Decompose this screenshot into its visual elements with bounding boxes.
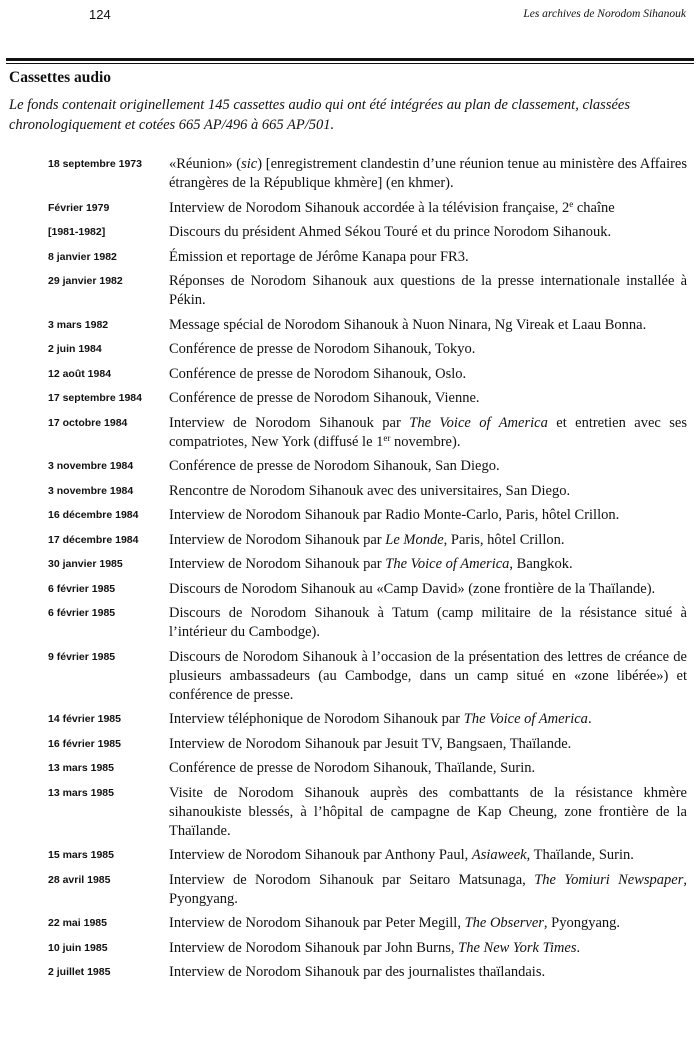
entry-row <box>0 784 700 847</box>
page-header <box>0 7 700 27</box>
entry-description: Émission et reportage de Jérôme Kanapa pour FR3. <box>169 248 469 265</box>
entry-date: 29 janvier 1982 <box>48 275 123 287</box>
entry-row <box>0 223 700 248</box>
entry-description: Interview de Norodom Sihanouk par Peter Megill, The Observer, Pyongyang. <box>169 915 621 931</box>
entry-row <box>0 248 700 273</box>
entry-list <box>0 155 700 988</box>
entry-row <box>0 155 700 199</box>
entry-row <box>0 506 700 531</box>
entry-description: Interview de Norodom Sihanouk accordée à la télévision française, 2e chaîne <box>169 198 615 216</box>
entry-description: Interview de Norodom Sihanouk par des journalistes thaïlandais. <box>169 964 546 980</box>
entry-description: Interview de Norodom Sihanouk par Anthony Paul, Asiaweek, Thaïlande, Surin. <box>169 847 634 863</box>
entry-date: [1981-1982] <box>48 226 106 238</box>
entry-date: 3 novembre 1984 <box>48 484 134 497</box>
entry-description: Interview de Norodom Sihanouk par John Burns, The New York Times. <box>169 939 581 956</box>
entry-date: 2 juin 1984 <box>48 343 102 355</box>
entry-row <box>0 846 700 871</box>
entry-date: 22 mai 1985 <box>48 917 107 929</box>
entry-description: Interview de Norodom Sihanouk par Jesuit TV, Bangsaen, Thaïlande. <box>169 735 572 752</box>
entry-row <box>0 759 700 784</box>
entry-description: Message spécial de Norodom Sihanouk à Nuon Ninara, Ng Vireak et Laau Bonna. <box>169 316 647 333</box>
entry-row <box>0 316 700 341</box>
entry-description: «Réunion» (sic) [enregistrement clandestin d’une réunion tenue au ministère des Affaires étrangères de la République khmère] (en khmer). <box>169 156 688 191</box>
entry-row <box>0 871 700 915</box>
entry-row <box>0 340 700 365</box>
entry-description: Interview de Norodom Sihanouk par Seitaro Matsunaga, The Yomiuri Newspaper, Pyongyang. <box>169 871 688 907</box>
entry-description: Conférence de presse de Norodom Sihanouk, San Diego. <box>169 458 500 474</box>
section-title: Cassettes audio <box>9 69 112 86</box>
entry-date: 17 septembre 1984 <box>48 392 142 404</box>
entry-row <box>0 389 700 414</box>
entry-date: 13 mars 1985 <box>48 786 114 799</box>
entry-description: Interview téléphonique de Norodom Sihanouk par The Voice of America. <box>169 711 592 727</box>
entry-description: Conférence de presse de Norodom Sihanouk, Vienne. <box>169 390 480 406</box>
header-rule-thin <box>6 63 694 64</box>
running-title: Les archives de Norodom Sihanouk <box>523 8 686 20</box>
entry-description: Interview de Norodom Sihanouk par The Voice of America et entretien avec ses compatriotes, New York (diffusé le 1er novembre). <box>169 414 687 450</box>
entry-date: 12 août 1984 <box>48 367 112 380</box>
entry-date: 6 février 1985 <box>48 607 116 619</box>
entry-date: 10 juin 1985 <box>48 941 108 954</box>
entry-description: Réponses de Norodom Sihanouk aux questions de la presse internationale installée à Pékin. <box>169 273 687 308</box>
entry-row <box>0 457 700 482</box>
entry-date: 28 avril 1985 <box>48 873 111 886</box>
entry-description: Conférence de presse de Norodom Sihanouk, Thaïlande, Surin. <box>169 760 536 776</box>
entry-date: 13 mars 1985 <box>48 762 114 774</box>
entry-row <box>0 199 700 224</box>
entry-date: Février 1979 <box>48 201 110 214</box>
entry-date: 3 novembre 1984 <box>48 460 134 472</box>
entry-description: Visite de Norodom Sihanouk auprès des combattants de la résistance khmère sihanoukiste blessés, à l’hôpital de campagne de Kap Cheung, zone frontière de la Thaïlande. <box>169 784 687 839</box>
entry-row <box>0 482 700 507</box>
entry-description: Interview de Norodom Sihanouk par Le Monde, Paris, hôtel Crillon. <box>169 531 565 548</box>
entry-date: 17 octobre 1984 <box>48 416 128 429</box>
entry-row <box>0 604 700 648</box>
entry-row <box>0 272 700 316</box>
entry-date: 6 février 1985 <box>48 582 116 595</box>
page-number: 124 <box>89 7 111 22</box>
entry-row <box>0 735 700 760</box>
entry-row <box>0 710 700 735</box>
entry-description: Discours de Norodom Sihanouk au «Camp David» (zone frontière de la Thaïlande). <box>169 580 656 597</box>
entry-description: Discours du président Ahmed Sékou Touré et du prince Norodom Sihanouk. <box>169 224 612 240</box>
entry-description: Discours de Norodom Sihanouk à Tatum (camp militaire de la résistance situé à l’intérieur du Cambodge). <box>169 605 687 640</box>
entry-row <box>0 914 700 939</box>
entry-row <box>0 555 700 580</box>
entry-date: 3 mars 1982 <box>48 318 109 331</box>
header-rule-thick <box>6 58 694 61</box>
entry-row <box>0 414 700 458</box>
entry-date: 9 février 1985 <box>48 650 116 663</box>
entry-date: 17 décembre 1984 <box>48 533 139 546</box>
entry-date: 15 mars 1985 <box>48 849 114 861</box>
entry-description: Interview de Norodom Sihanouk par The Voice of America, Bangkok. <box>169 556 573 572</box>
section-intro: Le fonds contenait originellement 145 cassettes audio qui ont été intégrées au plan de classement, classées chronologiquement et cotées 665 AP/496 à 665 AP/501. <box>9 97 630 133</box>
entry-date: 18 septembre 1973 <box>48 158 142 170</box>
entry-row <box>0 531 700 556</box>
entry-row <box>0 963 700 988</box>
entry-date: 14 février 1985 <box>48 713 121 725</box>
entry-description: Conférence de presse de Norodom Sihanouk, Oslo. <box>169 365 467 382</box>
entry-description: Conférence de presse de Norodom Sihanouk, Tokyo. <box>169 341 476 357</box>
entry-row <box>0 580 700 605</box>
entry-date: 30 janvier 1985 <box>48 558 123 570</box>
entry-row <box>0 648 700 711</box>
entry-description: Interview de Norodom Sihanouk par Radio Monte-Carlo, Paris, hôtel Crillon. <box>169 507 620 523</box>
entry-row <box>0 365 700 390</box>
entry-date: 16 décembre 1984 <box>48 509 139 521</box>
entry-description: Rencontre de Norodom Sihanouk avec des universitaires, San Diego. <box>169 482 571 499</box>
entry-date: 16 février 1985 <box>48 737 121 750</box>
entry-date: 8 janvier 1982 <box>48 250 117 263</box>
entry-description: Discours de Norodom Sihanouk à l’occasion de la présentation des lettres de créance de plusieurs ambassadeurs (au Cambodge, dans un camp situé en «zone libérée») et conférence de presse. <box>169 648 687 703</box>
entry-row <box>0 939 700 964</box>
entry-date: 2 juillet 1985 <box>48 966 111 978</box>
